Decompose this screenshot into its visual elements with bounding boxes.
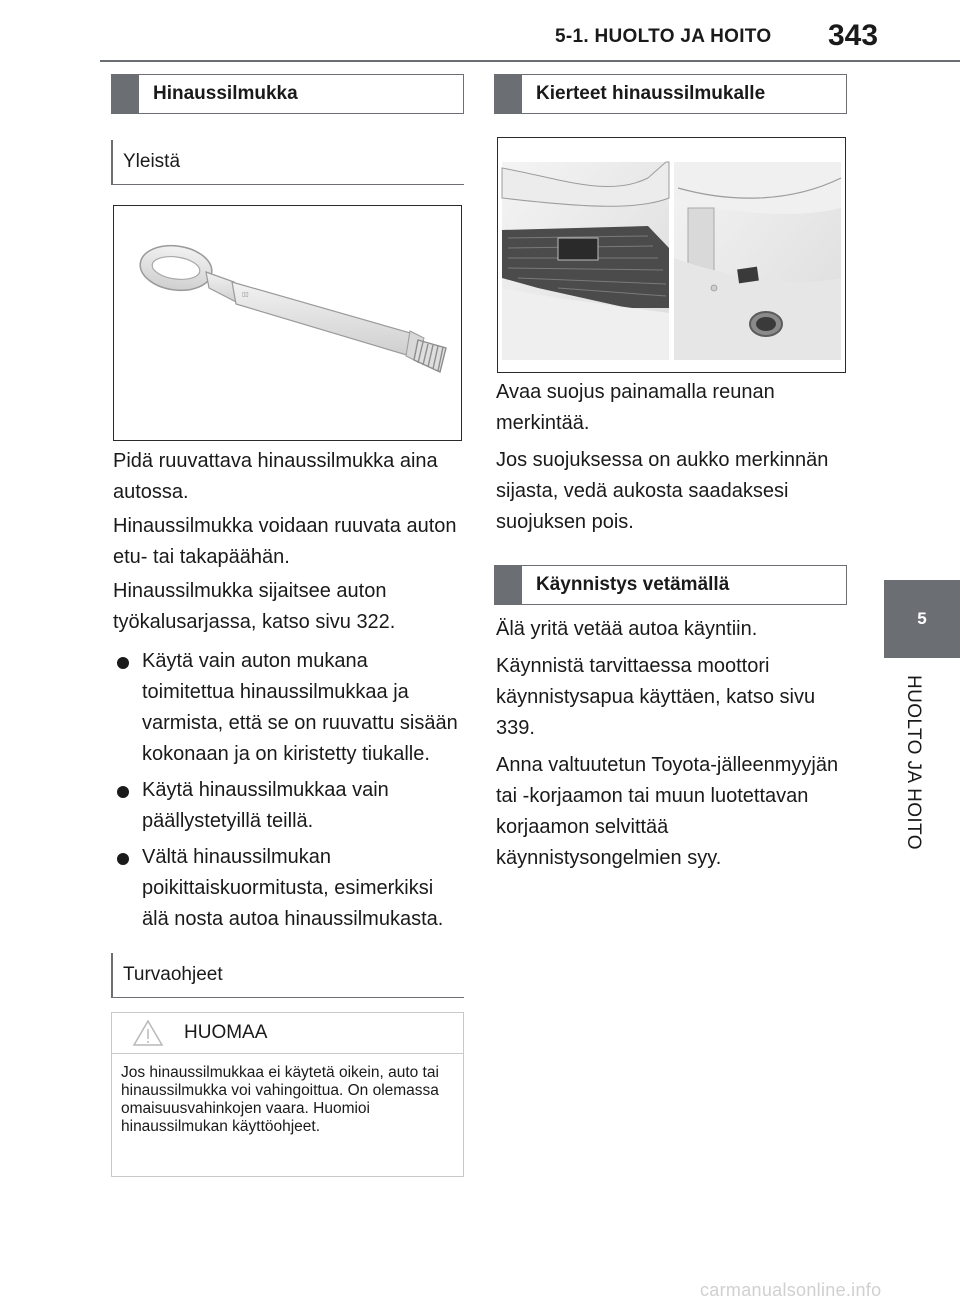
header-rule bbox=[100, 60, 960, 62]
notice-box bbox=[111, 1012, 464, 1177]
chapter-title: 5-1. HUOLTO JA HOITO bbox=[555, 26, 772, 47]
section-title: Käynnistys vetämällä bbox=[536, 574, 730, 595]
threads-body-text bbox=[496, 377, 841, 538]
start-body-text bbox=[496, 614, 841, 874]
paragraph: Älä yritä vetää autoa käyntiin. bbox=[496, 618, 758, 640]
subheading-rule bbox=[111, 184, 464, 185]
subheading-general: Yleistä bbox=[111, 140, 464, 184]
paragraph: Käynnistä tarvittaessa moottori käynnistysapua käyttäen, katso sivu 339. bbox=[496, 655, 816, 739]
svg-text:▯▯: ▯▯ bbox=[242, 291, 249, 298]
paragraph: Hinaussilmukka voidaan ruuvata auton etu- tai takapäähän. bbox=[113, 515, 457, 568]
section-title: Hinaussilmukka bbox=[153, 83, 298, 104]
warning-triangle-icon bbox=[131, 1018, 165, 1048]
towing-eye-illustration bbox=[114, 206, 461, 440]
watermark: carmanualsonline.info bbox=[700, 1280, 882, 1300]
bumper-illustration bbox=[498, 138, 845, 372]
notice-title: HUOMAA bbox=[184, 1022, 268, 1043]
notice-text: Jos hinaussilmukkaa ei käytetä oikein, auto tai hinaussilmukka voi vahingoittua. On olemassa omaisuusvahinkojen vaara. Huomioi hinaussilmukan käyttöohjeet. bbox=[121, 1064, 439, 1135]
paragraph: Pidä ruuvattava hinaussilmukka aina autossa. bbox=[113, 450, 438, 503]
left-body-text bbox=[113, 446, 458, 935]
towing-eye-image bbox=[113, 205, 462, 441]
bullet-item: Käytä hinaussilmukkaa vain päällystetyillä teillä. bbox=[113, 775, 458, 837]
chapter-tab[interactable]: 5 bbox=[884, 580, 960, 658]
paragraph: Jos suojuksessa on aukko merkinnän sijasta, vedä aukosta saadaksesi suojuksen pois. bbox=[496, 449, 829, 533]
bullet-item: Käytä vain auton mukana toimitettua hinaussilmukkaa ja varmista, että se on ruuvattu sisään kokonaan ja on kiristetty tiukalle. bbox=[113, 646, 458, 770]
section-header-threads bbox=[494, 74, 847, 114]
section-header-start bbox=[494, 565, 847, 605]
bullet-item: Vältä hinaussilmukan poikittaiskuormitusta, esimerkiksi älä nosta autoa hinaussilmukasta. bbox=[113, 842, 458, 935]
chapter-tab-label: HUOLTO JA HOITO bbox=[903, 675, 924, 850]
notice-header bbox=[112, 1013, 463, 1054]
section-header-towing-eye bbox=[111, 74, 464, 114]
paragraph: Anna valtuutetun Toyota-jälleenmyyjän tai -korjaamon tai muun luotettavan korjaamon selvittää käynnistysongelmien syy. bbox=[496, 754, 839, 869]
bumper-image bbox=[497, 137, 846, 373]
page-number: 343 bbox=[828, 19, 879, 52]
paragraph: Avaa suojus painamalla reunan merkintää. bbox=[496, 381, 775, 434]
subheading-rule bbox=[111, 997, 464, 998]
section-title: Kierteet hinaussilmukalle bbox=[536, 83, 766, 104]
subheading-safety: Turvaohjeet bbox=[111, 953, 464, 997]
paragraph: Hinaussilmukka sijaitsee auton työkalusarjassa, katso sivu 322. bbox=[113, 580, 396, 633]
